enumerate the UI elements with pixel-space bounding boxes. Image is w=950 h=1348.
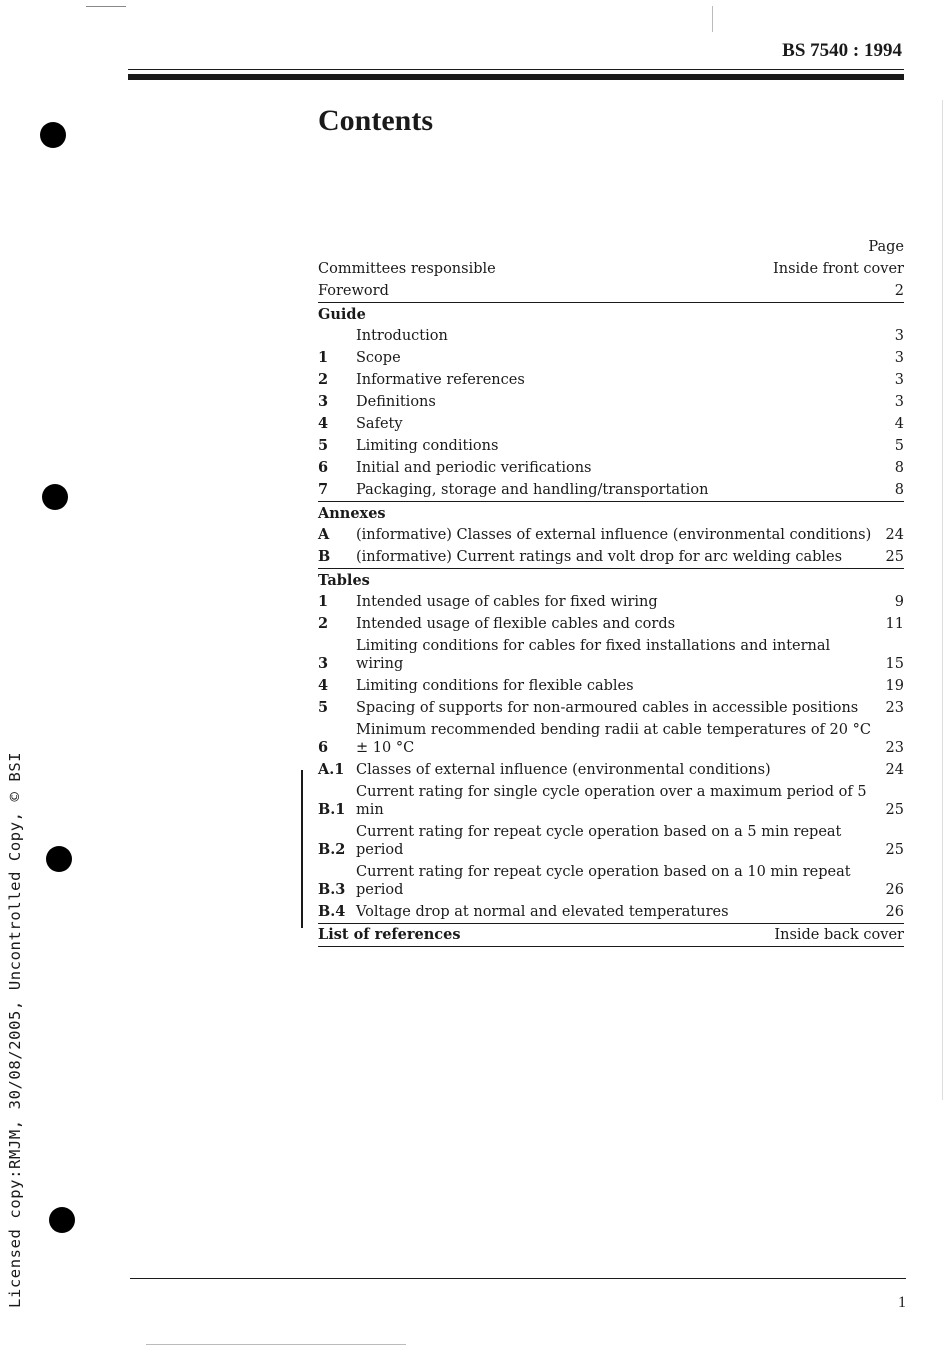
toc-entry[interactable] (318, 369, 904, 391)
entry-number: B.1 (318, 801, 346, 818)
entry-title: (informative) Classes of external influence (environmental conditions) (356, 527, 872, 543)
footer-rule (130, 1278, 906, 1279)
toc-entry[interactable] (318, 923, 904, 946)
entry-number: 5 (318, 699, 329, 716)
entry-page: 3 (894, 394, 904, 410)
entry-number: 2 (318, 371, 329, 388)
entry-page: 4 (894, 416, 904, 432)
toc-entry[interactable] (318, 280, 904, 302)
entry-title: Spacing of supports for non-armoured cables in accessible positions (356, 700, 859, 716)
entry-page: 9 (894, 594, 904, 610)
toc-entry[interactable] (318, 347, 904, 369)
toc-entry[interactable] (318, 613, 904, 635)
punch-hole-1 (40, 122, 66, 148)
entry-page: 3 (894, 372, 904, 388)
entry-page: 26 (885, 904, 904, 920)
entry-title: Safety (356, 416, 403, 432)
toc-entry[interactable] (318, 546, 904, 568)
entry-title: Limiting conditions (356, 438, 499, 454)
toc-entry[interactable] (318, 258, 904, 280)
entry-title: Definitions (356, 394, 436, 410)
entry-number: A.1 (318, 761, 345, 778)
entry-page: 15 (885, 656, 904, 672)
entry-number: 3 (318, 393, 329, 410)
punch-hole-3 (46, 846, 72, 872)
scan-edge (942, 100, 943, 1100)
entry-page: 25 (885, 842, 904, 858)
entry-page: 25 (885, 802, 904, 818)
header-rule-thick (128, 74, 904, 80)
toc-entry[interactable] (318, 675, 904, 697)
entry-title: Intended usage of flexible cables and cords (356, 616, 676, 632)
entry-page: Inside front cover (773, 261, 904, 277)
punch-hole-4 (49, 1207, 75, 1233)
section-heading-guide: Guide (318, 302, 904, 325)
toc-entry[interactable] (318, 719, 904, 759)
entry-number: 7 (318, 481, 329, 498)
toc-entry[interactable] (318, 781, 904, 821)
entry-page: 11 (885, 616, 904, 632)
entry-title: Initial and periodic verifications (356, 460, 592, 476)
toc-entry[interactable] (318, 391, 904, 413)
entry-page: Inside back cover (774, 927, 904, 943)
entry-page: 8 (894, 482, 904, 498)
entry-number: 1 (318, 349, 329, 366)
entry-page: 25 (885, 549, 904, 565)
toc-entry[interactable] (318, 635, 904, 675)
entry-number: 6 (318, 739, 329, 756)
entry-title: Foreword (318, 283, 389, 299)
entry-number: 2 (318, 615, 329, 632)
scan-speck (86, 6, 126, 7)
entry-number: B.3 (318, 881, 346, 898)
entry-number: B.2 (318, 841, 346, 858)
section-heading-tables: Tables (318, 568, 904, 591)
entry-title: Current rating for repeat cycle operation based on a 10 min repeat period (356, 864, 851, 898)
toc-entry[interactable] (318, 325, 904, 347)
toc-entry[interactable] (318, 861, 904, 901)
entry-page: 19 (885, 678, 904, 694)
entry-title: Scope (356, 350, 401, 366)
toc-entry[interactable] (318, 479, 904, 501)
entry-number: B.4 (318, 903, 346, 920)
page-number: 1 (898, 1294, 906, 1311)
standard-code: BS 7540 : 1994 (782, 40, 902, 61)
entry-page: 26 (885, 882, 904, 898)
entry-page: 24 (885, 762, 904, 778)
entry-page: 23 (885, 700, 904, 716)
entry-number: B (318, 548, 331, 565)
toc-entry[interactable] (318, 591, 904, 613)
entry-number: 1 (318, 593, 329, 610)
entry-title: Current rating for single cycle operation over a maximum period of 5 min (356, 784, 867, 818)
entry-page: 3 (894, 328, 904, 344)
entry-title: Introduction (356, 328, 448, 344)
entry-page: 23 (885, 740, 904, 756)
entry-page: 24 (885, 527, 904, 543)
toc-entry[interactable] (318, 457, 904, 479)
entry-title: Current rating for repeat cycle operation based on a 5 min repeat period (356, 824, 842, 858)
page-title: Contents (318, 104, 434, 137)
toc-entry[interactable] (318, 901, 904, 923)
entry-title: (informative) Current ratings and volt drop for arc welding cables (356, 549, 843, 565)
entry-title: Intended usage of cables for fixed wiring (356, 594, 658, 610)
entry-title: Committees responsible (318, 261, 496, 277)
toc-entry[interactable] (318, 821, 904, 861)
entry-number: 4 (318, 415, 329, 432)
entry-number: A (318, 526, 330, 543)
entry-title: Classes of external influence (environmental conditions) (356, 762, 771, 778)
entry-title: Limiting conditions for cables for fixed installations and internal wiring (356, 638, 831, 672)
entry-title: Voltage drop at normal and elevated temperatures (356, 904, 729, 920)
header-rule-thin (128, 69, 904, 70)
entry-page: 3 (894, 350, 904, 366)
toc-entry[interactable] (318, 413, 904, 435)
entry-title: Minimum recommended bending radii at cable temperatures of 20 °C ± 10 °C (356, 722, 871, 756)
entry-number: 3 (318, 655, 329, 672)
entry-title: Informative references (356, 372, 525, 388)
toc-entry[interactable] (318, 759, 904, 781)
section-heading-annexes: Annexes (318, 501, 904, 524)
toc-entry[interactable] (318, 697, 904, 719)
table-entries (318, 591, 904, 923)
toc-entry[interactable] (318, 524, 904, 546)
entry-page: 5 (894, 438, 904, 454)
guide-entries (318, 325, 904, 501)
punch-hole-2 (42, 484, 68, 510)
entry-number: 4 (318, 677, 329, 694)
entry-title: Limiting conditions for flexible cables (356, 678, 634, 694)
entry-number: 5 (318, 437, 329, 454)
back-matter (318, 923, 904, 947)
change-bar (301, 770, 303, 928)
entry-title: Packaging, storage and handling/transportation (356, 482, 709, 498)
scan-speck (146, 1344, 406, 1345)
entry-page: 8 (894, 460, 904, 476)
licence-watermark: Licensed copy:RMJM, 30/08/2005, Uncontrolled Copy, © BSI (6, 751, 24, 1308)
entry-number: 6 (318, 459, 329, 476)
entry-title: List of references (318, 926, 461, 943)
scan-speck (712, 6, 713, 32)
annex-entries (318, 524, 904, 568)
table-of-contents (318, 236, 904, 947)
page-column-label: Page (868, 239, 904, 255)
entry-page: 2 (894, 283, 904, 299)
toc-entry[interactable] (318, 435, 904, 457)
